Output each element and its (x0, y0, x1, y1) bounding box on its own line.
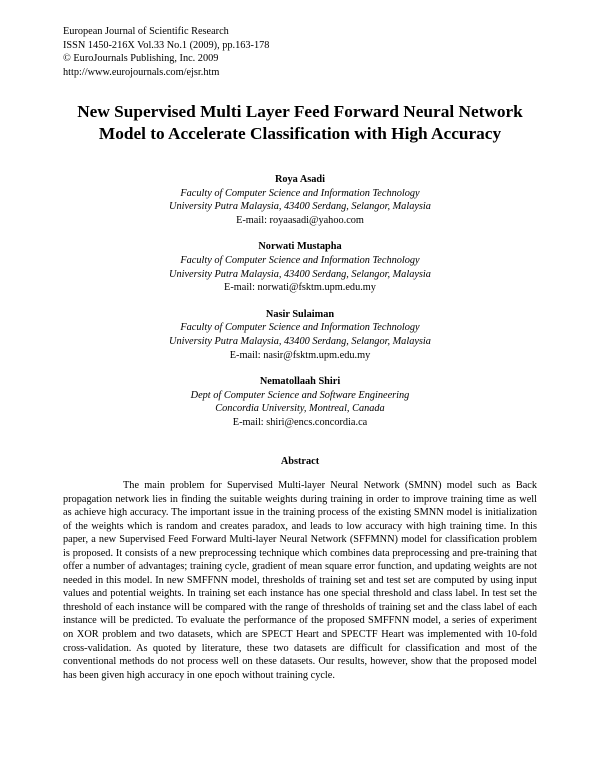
author-name: Norwati Mustapha (258, 241, 342, 253)
author-affiliation: Faculty of Computer Science and Information Technology (180, 187, 420, 199)
copyright-line: © EuroJournals Publishing, Inc. 2009 (63, 53, 219, 65)
author-university: University Putra Malaysia, 43400 Serdang, Selangor, Malaysia (169, 201, 431, 213)
author-block (40, 308, 560, 363)
title-line-2: Model to Accelerate Classification with High Accuracy (98, 124, 502, 143)
title-line-1: New Supervised Multi Layer Feed Forward Neural Network (77, 102, 523, 121)
author-name: Nematollaah Shiri (259, 375, 341, 387)
issn-line: ISSN 1450-216X Vol.33 No.1 (2009), pp.163-178 (63, 39, 270, 51)
journal-name: European Journal of Scientific Research (63, 26, 229, 37)
author-list (40, 173, 560, 442)
author-block (40, 375, 560, 430)
author-email[interactable]: E-mail: shiri@encs.concordia.ca (232, 417, 368, 429)
author-affiliation: Faculty of Computer Science and Information Technology (180, 322, 420, 334)
abstract-text: The main problem for Supervised Multi-layer Neural Network (SMNN) model such as Back propagation network lies in finding the suitable weights during training in order to improve training time as well as achieve high accuracy. The important issue in the training process of the existing SMNN model is initialization of the weights which is random and creates paradox, and leads to low accuracy with high training time. In this paper, a new Supervised Feed Forward Multi-layer Neural Network (SFFMNN) model for classification problem is proposed. It consists of a new preprocessing technique which combines data preprocessing and pre-training that offer a number of advantages; training cycle, gradient of mean square error function, and updating weights are not needed in this model. In new SMFFNN model, thresholds of training set and test set are computed by using input values and potential weights. In training set each instance has one special threshold and class label. In test set the threshold of each instance will be compared with the range of thresholds of training set and the class label of each instance will be predicted. To evaluate the performance of the proposed SMFFNN model, a series of experiment on XOR problem and two datasets, which are SPECT Heart and SPECTF Heart was implemented with 10-fold cross-validation. As quoted by literature, these two datasets are difficult for classification and most of the conventional methods do not process well on these datasets. Our results, however, show that the proposed model has been given high accuracy in one epoch without training cycle. (63, 480, 537, 681)
journal-url[interactable]: http://www.eurojournals.com/ejsr.htm (63, 66, 220, 78)
author-affiliation: Faculty of Computer Science and Information Technology (180, 255, 420, 267)
author-name: Roya Asadi (274, 174, 326, 185)
author-affiliation: Dept of Computer Science and Software Engineering (190, 389, 410, 401)
author-university: University Putra Malaysia, 43400 Serdang, Selangor, Malaysia (169, 336, 431, 348)
author-name: Nasir Sulaiman (265, 308, 335, 320)
author-university: University Putra Malaysia, 43400 Serdang, Selangor, Malaysia (169, 268, 431, 280)
author-block (40, 240, 560, 295)
journal-header (63, 25, 269, 79)
author-university: Concordia University, Montreal, Canada (215, 403, 385, 415)
author-block (40, 173, 560, 228)
abstract-heading: Abstract (280, 456, 320, 467)
author-email[interactable]: E-mail: norwati@fsktm.upm.edu.my (224, 282, 376, 294)
author-email[interactable]: E-mail: nasir@fsktm.upm.edu.my (229, 349, 371, 361)
author-email[interactable]: E-mail: royaasadi@yahoo.com (236, 215, 364, 227)
paper-title (40, 101, 560, 145)
